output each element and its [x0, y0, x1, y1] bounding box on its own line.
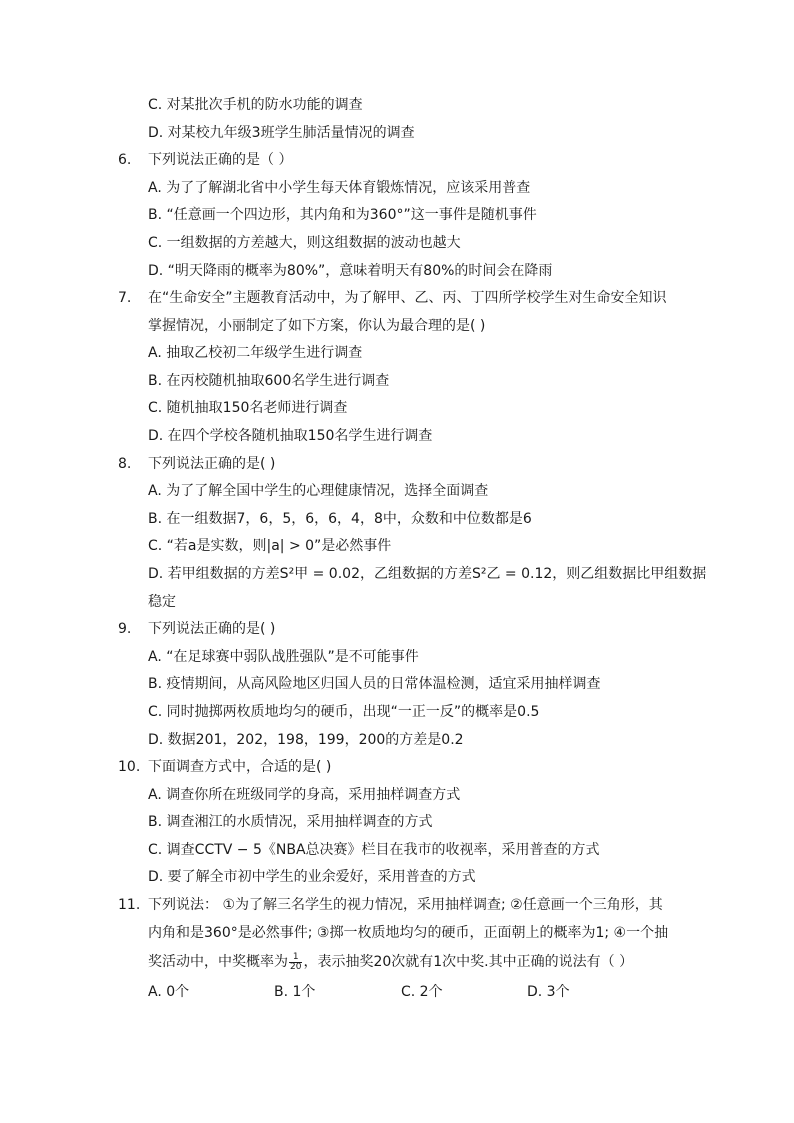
q9-option-b: B. 疫情期间，从高风险地区归国人员的日常体温检测，适宜采用抽样调查 [148, 676, 601, 692]
q11-fraction-numerator: 1 [289, 953, 302, 963]
q6-number: 6. [118, 152, 132, 168]
q7-option-b: B. 在丙校随机抽取600名学生进行调查 [148, 373, 390, 389]
q11-option-c: C. 2个 [401, 984, 443, 1000]
q10-option-d: D. 要了解全市初中学生的业余爱好，采用普查的方式 [148, 869, 476, 885]
q10-option-c: C. 调查CCTV − 5《NBA总决赛》栏目在我市的收视率，采用普查的方式 [148, 842, 600, 858]
q11-options [148, 982, 627, 1002]
q10-number: 10. [118, 759, 141, 775]
q6-option-a: A. 为了了解湖北省中小学生每天体育锻炼情况，应该采用普查 [148, 180, 531, 196]
q9-stem: 下列说法正确的是( ) [148, 621, 276, 637]
q6-option-c: C. 一组数据的方差越大，则这组数据的波动也越大 [148, 235, 461, 251]
q11-stem-line3-end: ，表示抽奖20次就有1次中奖.其中正确的说法有（ ） [303, 954, 634, 970]
q10-stem: 下面调查方式中，合适的是( ) [148, 759, 332, 775]
q6-stem: 下列说法正确的是（ ） [148, 152, 293, 168]
q7-option-c: C. 随机抽取150名老师进行调查 [148, 400, 348, 416]
q11-stem-line3 [148, 952, 633, 972]
q9-option-a: A. “在足球赛中弱队战胜强队”是不可能事件 [148, 649, 419, 665]
q10-option-b: B. 调查湘江的水质情况，采用抽样调查的方式 [148, 814, 433, 830]
q11-option-b: B. 1个 [274, 984, 316, 1000]
q11-stem-line3-start: 奖活动中，中奖概率为 [148, 954, 288, 970]
q7-number: 7. [118, 290, 132, 306]
q9-number: 9. [118, 621, 132, 637]
q5-option-c: C. 对某批次手机的防水功能的调查 [148, 97, 363, 113]
q11-option-d: D. 3个 [527, 984, 570, 1000]
q9-option-c: C. 同时抛掷两枚质地均匀的硬币，出现“一正一反”的概率是0.5 [148, 704, 540, 720]
q8-option-a: A. 为了了解全国中学生的心理健康情况，选择全面调查 [148, 483, 489, 499]
q7-option-a: A. 抽取乙校初二年级学生进行调查 [148, 345, 363, 361]
q11-number: 11. [118, 897, 141, 913]
q11-fraction-denominator: 20 [290, 961, 302, 972]
q8-stem: 下列说法正确的是( ) [148, 456, 276, 472]
q6-option-d: D. “明天降雨的概率为80%”，意味着明天有80%的时间会在降雨 [148, 263, 553, 279]
q7-option-d: D. 在四个学校各随机抽取150名学生进行调查 [148, 428, 433, 444]
q8-option-c: C. “若a是实数，则|a| > 0”是必然事件 [148, 538, 392, 554]
q11-stem-line2: 内角和是360°是必然事件; ③掷一枚质地均匀的硬币，正面朝上的概率为1; ④一个抽 [148, 925, 669, 941]
q8-option-d-line1: D. 若甲组数据的方差S²甲 = 0.02，乙组数据的方差S²乙 = 0.12，则乙组数据比甲组数据 [148, 566, 707, 582]
q10-option-a: A. 调查你所在班级同学的身高，采用抽样调查方式 [148, 787, 461, 803]
q11-fraction [289, 953, 302, 972]
q7-stem-line2: 掌握情况，小丽制定了如下方案，你认为最合理的是( ) [148, 318, 486, 334]
q11-option-a: A. 0个 [148, 984, 190, 1000]
q11-stem-line1: 下列说法： ①为了解三名学生的视力情况，采用抽样调查; ②任意画一个三角形，其 [148, 897, 663, 913]
q8-option-d-line2: 稳定 [148, 594, 176, 610]
q8-option-b: B. 在一组数据7，6，5，6，6，4，8中，众数和中位数都是6 [148, 511, 532, 527]
q6-option-b: B. “任意画一个四边形，其内角和为360°”这一事件是随机事件 [148, 207, 537, 223]
q7-stem-line1: 在“生命安全”主题教育活动中，为了解甲、乙、丙、丁四所学校学生对生命安全知识 [148, 290, 667, 306]
q9-option-d: D. 数据201，202，198，199，200的方差是0.2 [148, 732, 464, 748]
q5-option-d: D. 对某校九年级3班学生肺活量情况的调查 [148, 125, 415, 141]
q8-number: 8. [118, 456, 132, 472]
